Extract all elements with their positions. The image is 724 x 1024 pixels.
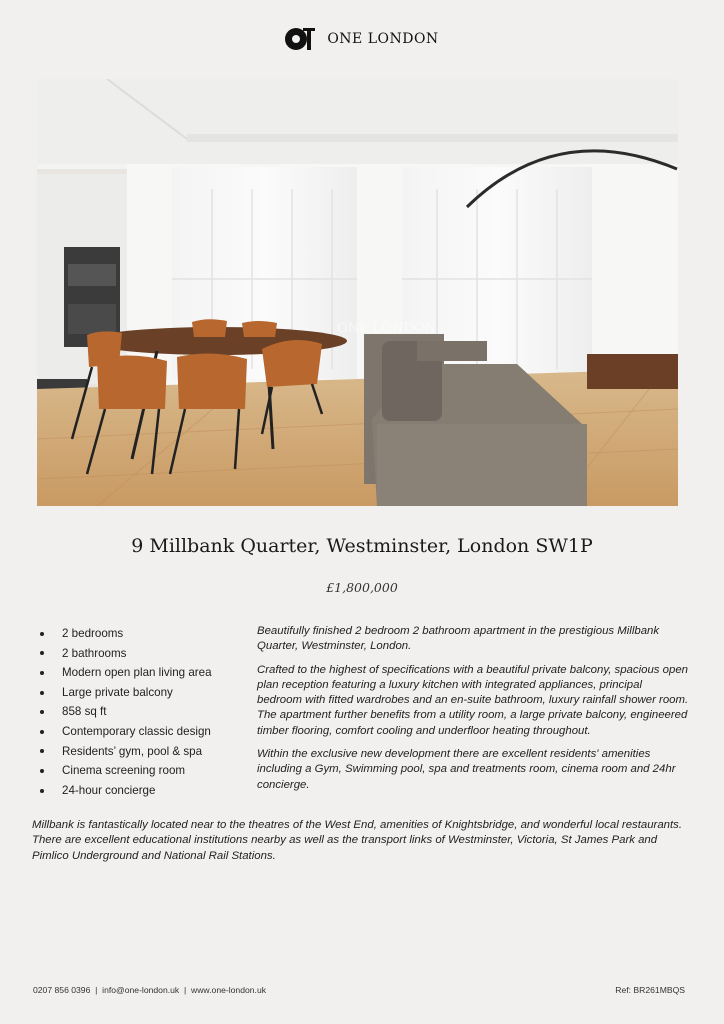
location-paragraph: Millbank is fantastically located near to the theatres of the West End, amenities of Knightsbridge, and wonderful local restaurants. There are excellent educational institutions nearby as well as the transport links of Westminster, Victoria, St James Park and Pimlico Underground and National Rail Stations. — [32, 819, 683, 862]
feature-label: Contemporary classic design — [62, 724, 211, 738]
footer-separator: | — [95, 985, 98, 995]
list-item — [38, 644, 248, 664]
feature-label: Large private balcony — [62, 685, 173, 699]
list-item — [38, 742, 248, 762]
photo-watermark: ONE LONDON — [337, 321, 436, 336]
feature-label: 24-hour concierge — [62, 783, 156, 797]
website-link[interactable]: www.one-london.uk — [191, 985, 267, 995]
contact-details — [33, 985, 266, 995]
bullet-icon — [40, 651, 44, 655]
brand-name: ONE LONDON — [327, 31, 439, 47]
bullet-icon — [40, 769, 44, 773]
email-link[interactable]: info@one-london.uk — [102, 985, 180, 995]
bullet-icon — [40, 632, 44, 636]
list-item — [38, 663, 248, 683]
property-price: £1,800,000 — [326, 580, 398, 595]
bullet-icon — [40, 749, 44, 753]
feature-list — [38, 624, 248, 800]
reference-code: Ref: BR261MBQS — [615, 985, 685, 995]
feature-label: Modern open plan living area — [62, 666, 212, 680]
brand-logo — [0, 27, 724, 51]
description-paragraph: Crafted to the highest of specifications with a beautiful private balcony, spacious open plan reception featuring a luxury kitchen with integrated appliances, principal bedroom with fitted wardrobes and an en-suite bathroom, luxury rainfall shower room. The apartment further benefits from a utility room, a large private balcony, engineered timber flooring, comfort cooling and underfloor heating throughout. — [257, 663, 689, 737]
feature-label: 2 bathrooms — [62, 646, 127, 660]
list-item — [38, 702, 248, 722]
description-paragraph: Beautifully finished 2 bedroom 2 bathroom apartment in the prestigious Millbank Quarter, Westminster, London. — [257, 625, 660, 653]
description-paragraph: Within the exclusive new development there are excellent residents' amenities including a Gym, Swimming pool, spa and treatments room, cinema room and 24hr concierge. — [257, 748, 676, 791]
phone-number[interactable]: 0207 856 0396 — [33, 985, 91, 995]
bullet-icon — [40, 710, 44, 714]
feature-label: Residents’ gym, pool & spa — [62, 744, 203, 758]
property-description — [257, 624, 689, 801]
bullet-icon — [40, 789, 44, 793]
one-london-logo-icon — [285, 27, 321, 51]
feature-label: Cinema screening room — [62, 764, 186, 778]
bullet-icon — [40, 691, 44, 695]
property-title: 9 Millbank Quarter, Westminster, London SW1P — [131, 535, 593, 557]
list-item — [38, 624, 248, 644]
feature-label: 858 sq ft — [62, 705, 107, 719]
list-item — [38, 722, 248, 742]
feature-label: 2 bedrooms — [62, 627, 124, 640]
page-footer — [33, 985, 685, 995]
footer-separator: | — [184, 985, 187, 995]
bullet-icon — [40, 730, 44, 734]
property-photo — [37, 79, 678, 506]
list-item — [38, 683, 248, 703]
list-item — [38, 781, 248, 801]
bullet-icon — [40, 671, 44, 675]
list-item — [38, 761, 248, 781]
